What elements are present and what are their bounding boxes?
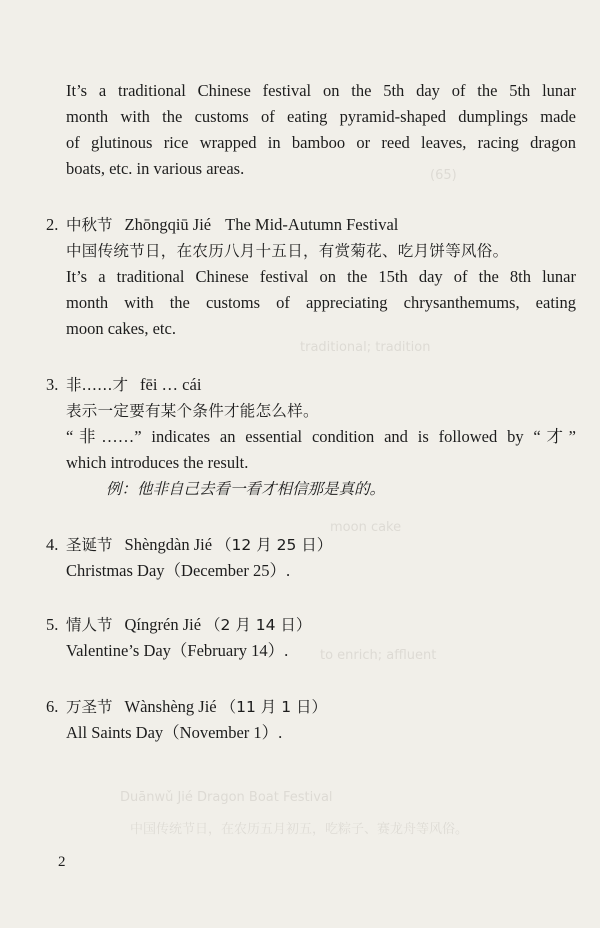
note-line: It’s a traditional Chinese festival on the 15th day of the 8th lunar bbox=[66, 267, 576, 286]
note-term-chinese: 情人节 bbox=[66, 616, 113, 634]
note-term-pinyin: fēi … cái bbox=[140, 375, 202, 394]
note-line-chinese: 表示一定要有某个条件才能怎么样。 bbox=[66, 402, 319, 420]
show-through-text: moon cake bbox=[330, 520, 402, 535]
note-date: （11 月 1 日） bbox=[220, 698, 327, 716]
note-term-pinyin: Wànshèng Jié bbox=[124, 697, 217, 716]
note-term-pinyin: Shèngdàn Jié bbox=[124, 535, 213, 554]
note-body bbox=[66, 638, 576, 664]
page-number: 2 bbox=[58, 854, 66, 870]
note-example: 例：他非自己去看一看才相信那是真的。 bbox=[106, 480, 386, 498]
note-heading bbox=[46, 212, 576, 238]
paragraph-line: boats, etc. in various areas. bbox=[66, 159, 245, 178]
note-item-6 bbox=[46, 694, 576, 746]
show-through-text: traditional; tradition bbox=[300, 340, 431, 355]
paragraph-line: month with the customs of eating pyramid-shaped dumplings made bbox=[66, 107, 576, 126]
note-term-chinese: 圣诞节 bbox=[66, 536, 113, 554]
note-body bbox=[66, 398, 576, 502]
note-heading bbox=[46, 532, 576, 558]
show-through-text: Duānwǔ Jié Dragon Boat Festival bbox=[120, 790, 333, 805]
note-line: All Saints Day（November 1）. bbox=[66, 723, 283, 742]
note-term-pinyin: Qíngrén Jié bbox=[124, 615, 202, 634]
note-number: 4. bbox=[46, 535, 59, 554]
note-line-chinese: 中国传统节日，在农历八月十五日，有赏菊花、吃月饼等风俗。 bbox=[66, 242, 509, 260]
note-number: 2. bbox=[46, 215, 59, 234]
paragraph-line: It’s a traditional Chinese festival on the 5th day of the 5th lunar bbox=[66, 81, 576, 100]
note-number: 5. bbox=[46, 615, 59, 634]
show-through-text: (65) bbox=[430, 168, 457, 183]
note-body bbox=[66, 238, 576, 342]
note-number: 6. bbox=[46, 697, 59, 716]
note-line: which introduces the result. bbox=[66, 453, 249, 472]
show-through-text: to enrich; affluent bbox=[320, 648, 437, 663]
note-date: （12 月 25 日） bbox=[216, 536, 333, 554]
note-item-3 bbox=[46, 372, 576, 502]
note-line: moon cakes, etc. bbox=[66, 319, 176, 338]
note-line: “非……” indicates an essential condition and is followed by “才” bbox=[66, 427, 576, 446]
note-date: （2 月 14 日） bbox=[205, 616, 312, 634]
note-term-chinese: 非……才 bbox=[66, 376, 129, 394]
note-heading bbox=[46, 694, 576, 720]
note-line: Valentine’s Day（February 14）. bbox=[66, 641, 289, 660]
note-item-2 bbox=[46, 212, 576, 342]
note-term-chinese: 万圣节 bbox=[66, 698, 113, 716]
note-term-pinyin: Zhōngqiū Jié bbox=[124, 215, 212, 234]
note-line: Christmas Day（December 25）. bbox=[66, 561, 291, 580]
note-heading bbox=[46, 372, 576, 398]
intro-paragraph bbox=[66, 78, 576, 182]
note-heading bbox=[46, 612, 576, 638]
note-term-english: The Mid-Autumn Festival bbox=[225, 215, 399, 234]
note-item-4 bbox=[46, 532, 576, 584]
note-body bbox=[66, 720, 576, 746]
paragraph-line: of glutinous rice wrapped in bamboo or reed leaves, racing dragon bbox=[66, 133, 576, 152]
note-term-chinese: 中秋节 bbox=[66, 216, 113, 234]
note-number: 3. bbox=[46, 375, 59, 394]
note-body bbox=[66, 558, 576, 584]
note-line: month with the customs of appreciating chrysanthemums, eating bbox=[66, 293, 576, 312]
show-through-text: 中国传统节日，在农历五月初五，吃粽子、赛龙舟等风俗。 bbox=[130, 822, 469, 837]
note-item-5 bbox=[46, 612, 576, 664]
